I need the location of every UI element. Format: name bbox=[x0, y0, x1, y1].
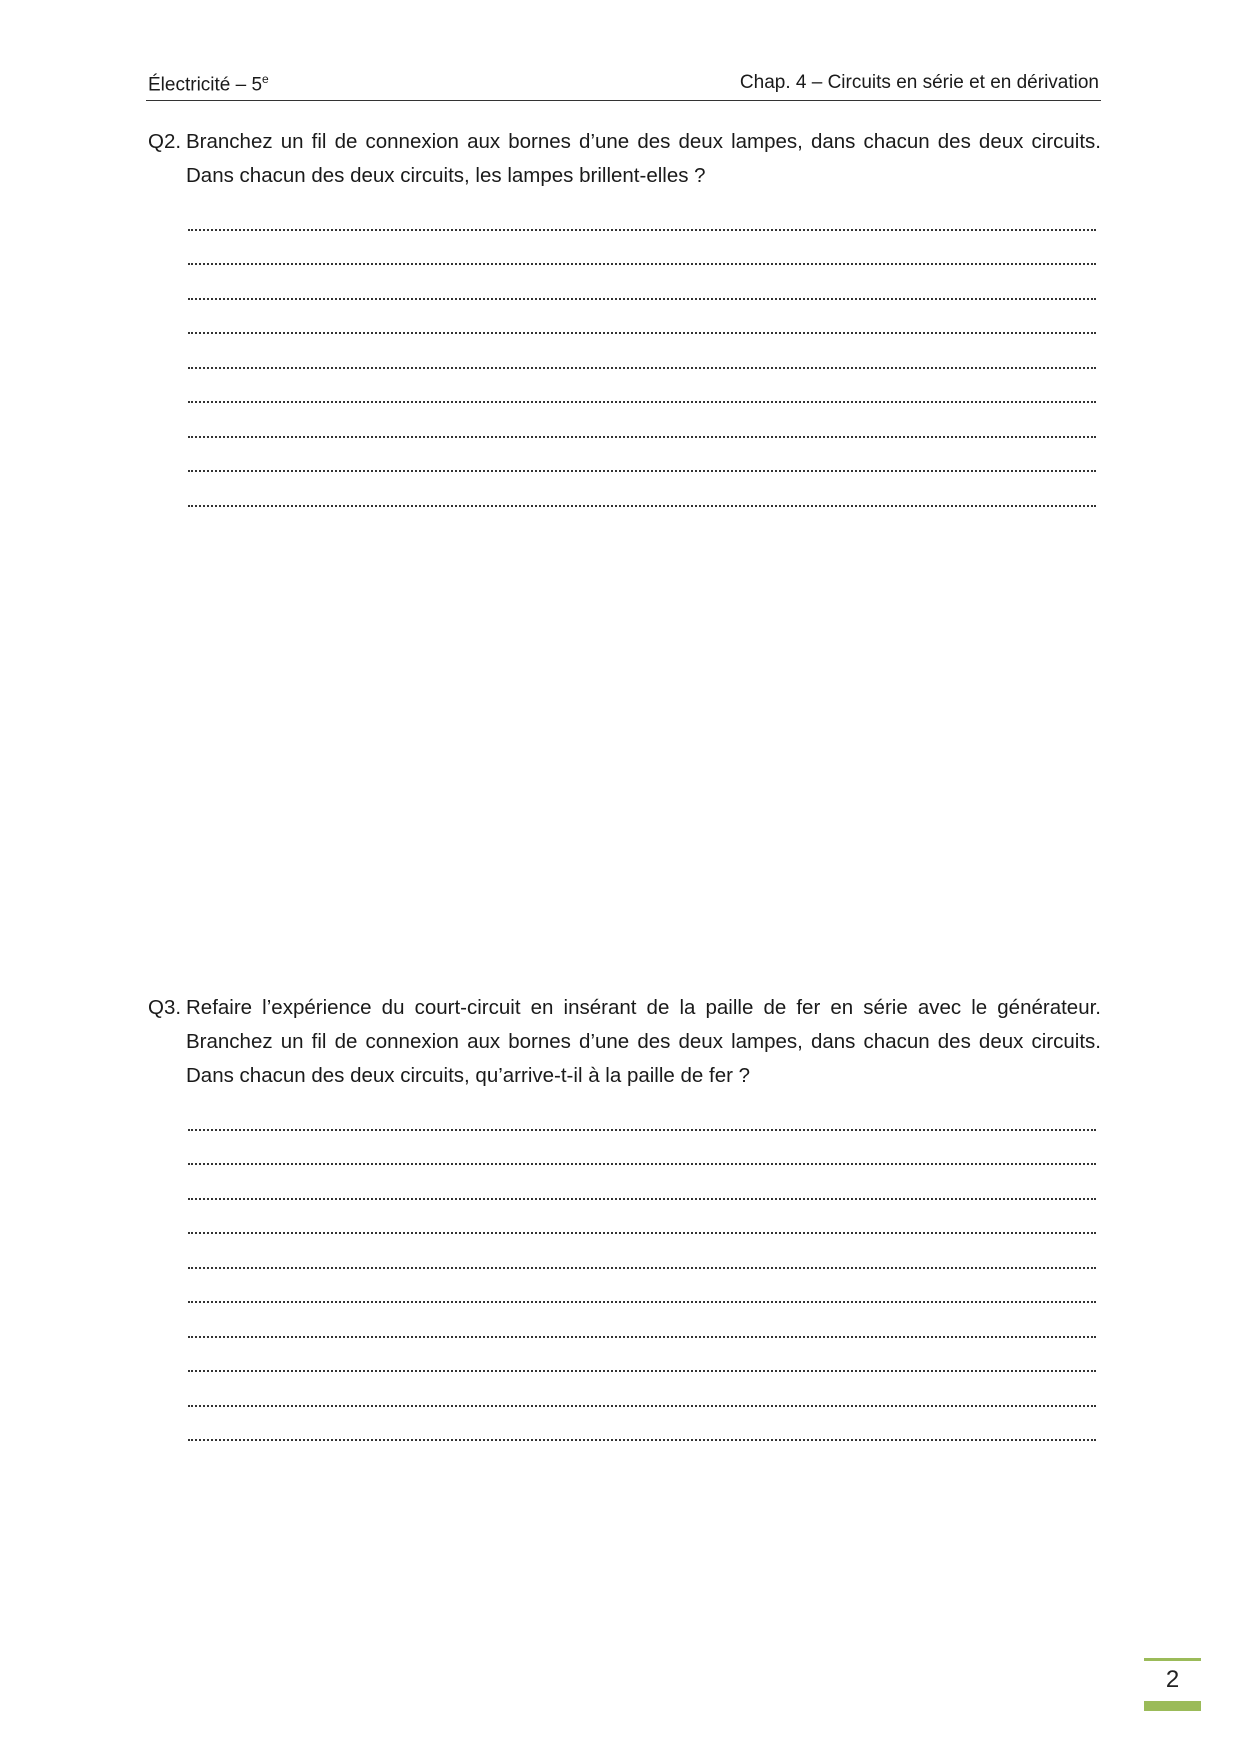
page-number-bottom-bar bbox=[1144, 1701, 1201, 1711]
answer-line[interactable] bbox=[186, 204, 1096, 239]
header-chapter: Chap. 4 – Circuits en série et en dérivation bbox=[739, 72, 1099, 93]
answer-line[interactable] bbox=[186, 446, 1096, 481]
question-q3 bbox=[146, 991, 1101, 1093]
answer-line[interactable] bbox=[186, 273, 1096, 308]
answer-line[interactable] bbox=[186, 1139, 1096, 1174]
header-subject: Électricité – 5e bbox=[148, 72, 269, 96]
page-number-top-rule bbox=[1144, 1658, 1201, 1661]
question-q2 bbox=[146, 125, 1101, 193]
answer-line[interactable] bbox=[186, 1173, 1096, 1208]
answer-line[interactable] bbox=[186, 342, 1096, 377]
answer-line[interactable] bbox=[186, 1380, 1096, 1415]
page-header bbox=[146, 70, 1101, 101]
answer-line[interactable] bbox=[186, 411, 1096, 446]
answer-line[interactable] bbox=[186, 1311, 1096, 1346]
question-text: Branchez un fil de connexion aux bornes d’une des deux lampes, dans chacun des deux circuits. Dans chacun des deux circuits, les lampes brillent-elles ? bbox=[186, 130, 1101, 187]
page-number-box bbox=[1144, 1658, 1201, 1711]
question-number: Q2. bbox=[148, 130, 182, 153]
answer-line[interactable] bbox=[186, 1104, 1096, 1139]
answer-area-q3[interactable] bbox=[186, 1104, 1096, 1449]
answer-line[interactable] bbox=[186, 377, 1096, 412]
question-number: Q3. bbox=[148, 996, 182, 1019]
answer-line[interactable] bbox=[186, 1277, 1096, 1312]
answer-area-q2[interactable] bbox=[186, 204, 1096, 515]
answer-line[interactable] bbox=[186, 239, 1096, 274]
question-text: Refaire l’expérience du court-circuit en insérant de la paille de fer en série avec le générateur. Branchez un fil de connexion aux bornes d’une des deux lampes, dans chacun des deux circuits. Dans chacun des deux circuits, qu’arrive-t-il à la paille de fer ? bbox=[186, 996, 1101, 1087]
page-number: 2 bbox=[1165, 1666, 1180, 1693]
answer-line[interactable] bbox=[186, 1415, 1096, 1450]
answer-line[interactable] bbox=[186, 480, 1096, 515]
answer-line[interactable] bbox=[186, 308, 1096, 343]
answer-line[interactable] bbox=[186, 1346, 1096, 1381]
answer-line[interactable] bbox=[186, 1208, 1096, 1243]
answer-line[interactable] bbox=[186, 1242, 1096, 1277]
header-grade-superscript: e bbox=[262, 72, 269, 86]
